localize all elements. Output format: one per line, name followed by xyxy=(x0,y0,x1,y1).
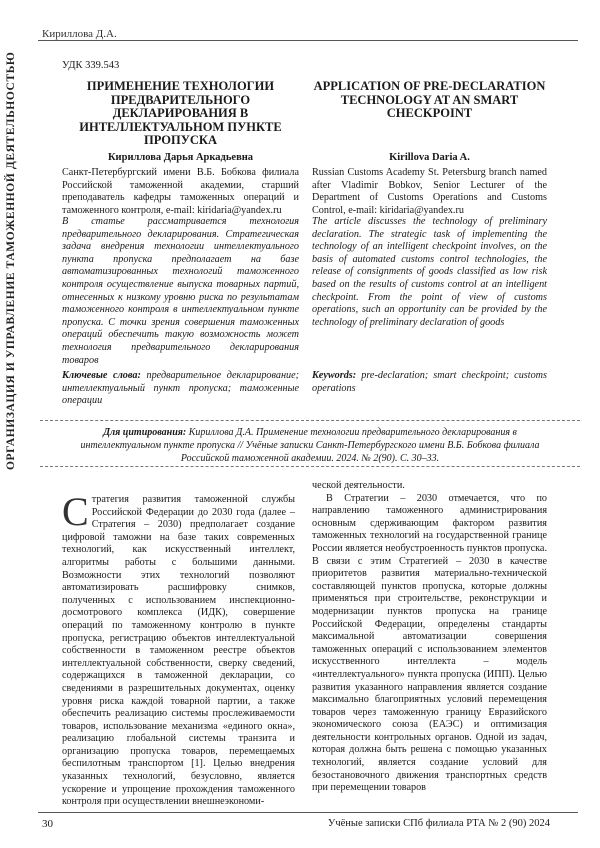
citation-text: Кириллова Д.А. Применение технологии предварительного декларирования в интеллектуальном пункте пропуска // Учёные записки Санкт-Петербургского имени В.Б. Бобкова филиала Российской таможенной академии. 2024. № 2(90). С. 30–33. xyxy=(80,427,540,464)
keywords-label-ru: Ключевые слова: xyxy=(62,370,141,381)
citation-bottom-rule xyxy=(40,466,580,467)
affiliation-ru: Санкт-Петербургский имени В.Б. Бобкова филиала Российской таможенной академии, старший преподаватель кафедры таможенных операций и таможенного контроля, e-mail: kiridaria@yandex.ru xyxy=(62,167,299,216)
keywords-en xyxy=(312,370,547,395)
running-head-author: Кириллова Д.А. xyxy=(42,28,117,40)
author-name-ru: Кириллова Дарья Аркадьевна xyxy=(107,152,254,163)
footer-divider xyxy=(38,812,578,813)
citation-block xyxy=(70,426,550,465)
body-paragraph-1 xyxy=(62,489,295,809)
citation-top-rule xyxy=(40,420,580,421)
page-number: 30 xyxy=(42,818,53,830)
author-name-en: Kirillova Daria A. xyxy=(389,152,470,163)
header-divider xyxy=(38,40,578,41)
body-paragraph-2: В Стратегии – 2030 отмечается, что по направлению таможенного администрирования основным сдерживающим фактором развития таможенных технологий на государственной границе России является необустроенность пунктов пропуска. В связи с этим Стратегией – 2030 в качестве приоритетов развития материально-технической составляющей пунктов пропуска, которые должны применяться при строительстве, реконструкции и модернизации пунктов пропуска на границе Российской Федерации, определены стандарты максимальной автоматизации совершения таможенных операций с использованием элементов искусственного интеллекта – модель «интеллектуального» пункта пропуска (ИПП). Целью развития указанного направления является создание максимально благоприятных условий перемещения товаров через таможенную границу Евразийского экономического союза (ЕАЭС) и оптимизация деятельности контрольных органов. Одной из задач, которая должна быть решена с помощью указанных технологий, является создание условий для безостановочного движения транспортных средств при перемещении товаров xyxy=(312,492,547,794)
article-title-ru: ПРИМЕНЕНИЕ ТЕХНОЛОГИИ ПРЕДВАРИТЕЛЬНОГО ДЕКЛАРИРОВАНИЯ В ИНТЕЛЛЕКТУАЛЬНОМ ПУНКТЕ ПРОПУСКА xyxy=(79,79,282,147)
section-sidebar xyxy=(0,0,34,500)
abstract-ru: В статье рассматривается технология предварительного декларирования. Стратегическая задача внедрения технологии интеллектуального пункта пропуска предполагает на базе автоматизированных технологий таможенного контроля осуществление выпуска товарных партий, отнесенных к низкому уровню риска по результатам таможенного контроля в интеллектуальном пункте пропуска. С точки зрения совершения таможенных операций обеспечить такую возможность может технология предварительного декларирования товаров xyxy=(62,216,299,366)
body-paragraph-continued: ческой деятельности. xyxy=(312,480,405,491)
abstract-en: The article discusses the technology of preliminary declaration. The strategic task of implementing the technology of an intelligent checkpoint involves, on the basis of automated customs control technologies, the release of consignments of goods classified as low risk based on the results of customs control at an intelligent checkpoint. From the point of view of customs operations, such an opportunity can be provided by the technology of preliminary declaration of goods xyxy=(312,216,547,328)
udk-code: УДК 339.543 xyxy=(62,60,120,71)
citation-label: Для цитирования: xyxy=(103,427,187,438)
keywords-ru xyxy=(62,370,299,408)
body-paragraph-1-text: тратегия развития таможенной службы Российской Федерации до 2030 года (далее – Стратегия – 2030) предполагает создание цифровой таможни на базе таких современных технологий, как искусственный интеллект, алгоритмы работы с большими данными. Возможности этих технологий позволяют автоматизировать расшифровку снимков, полученных с использованием инспекционно-досмотрового комплекса (ИДК), совершение операций по таможенному контролю в пункте пропуска, регистрацию объектов интеллектуальной собственности в таможенном реестре объектов интеллектуальной собственности, сверку сведений, содержащихся в таможенной декларации, со сведениями в разрешительных документах, оценку уровня риска каждой товарной партии, а также обеспечить реализацию системы прослеживаемости товаров, использование механизма «единого окна», реализацию глобальной системы транзита и организацию пропуска товаров, перемещаемых беспилотным транспортом [1]. Целью внедрения указанных технологий, безусловно, является ускорение и упрощение прохождения таможенного контроля при осуществлении внешнеэкономи- xyxy=(62,494,295,808)
article-title-en: APPLICATION OF PRE-DECLARATION TECHNOLOGY AT AN SMART CHECKPOINT xyxy=(313,79,546,120)
body-column-left xyxy=(62,489,295,809)
section-title-vertical: ОРГАНИЗАЦИЯ И УПРАВЛЕНИЕ ТАМОЖЕННОЙ ДЕЯТЕЛЬНОСТЬЮ xyxy=(5,51,17,470)
keywords-text-ru: предварительное декларирование; интеллектуальный пункт пропуска; таможенные операции xyxy=(62,370,300,407)
journal-footer: Учёные записки СПб филиала РТА № 2 (90) 2024 xyxy=(327,818,550,829)
affiliation-en: Russian Customs Academy St. Petersburg branch named after Vladimir Bobkov, Senior Lecturer of the Department of Customs Operations and Customs Control, e-mail: kiridaria@yandex.ru xyxy=(312,167,547,216)
keywords-text-en: pre-declaration; smart checkpoint; customs operations xyxy=(312,370,548,394)
body-column-right xyxy=(312,480,547,795)
keywords-label-en: Keywords: xyxy=(312,370,357,381)
drop-cap: С xyxy=(62,489,89,534)
